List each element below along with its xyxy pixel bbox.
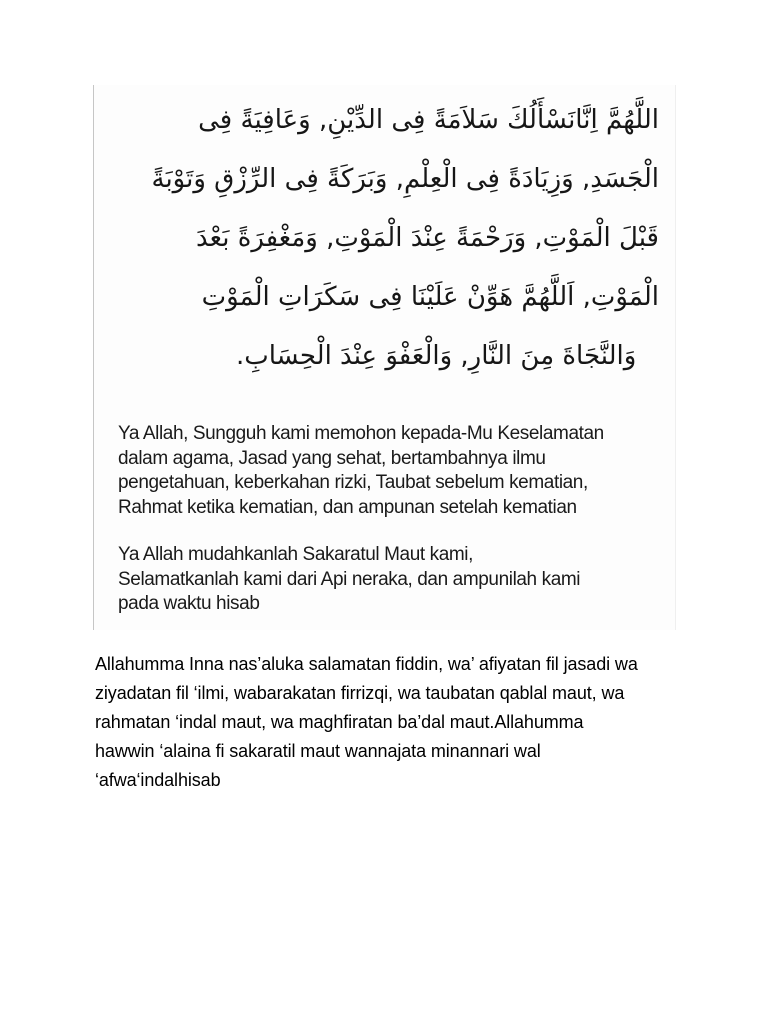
translation-line: dalam agama, Jasad yang sehat, bertambahnya ilmu: [118, 447, 546, 469]
indonesian-translation-paragraph-2: [118, 543, 665, 617]
arabic-line: وَالنَّجَاةَ مِنَ النَّارِ, وَالْعَفْوَ عِنْدَ الْحِسَابِ.: [236, 341, 637, 371]
transliteration-line: rahmatan ‘indal maut, wa maghfiratan ba’dal maut.Allahumma: [95, 712, 584, 732]
arabic-dua-text: [108, 91, 659, 386]
arabic-line: قَبْلَ الْمَوْتِ, وَرَحْمَةً عِنْدَ الْمَوْتِ, وَمَغْفِرَةً بَعْدَ: [196, 223, 659, 253]
transliteration-line: ziyadatan fil ‘ilmi, wabarakatan firrizqi, wa taubatan qablal maut, wa: [95, 683, 625, 703]
arabic-line: الْمَوْتِ, اَللَّهُمَّ هَوِّنْ عَلَيْنَا فِى سَكَرَاتِ الْمَوْتِ: [201, 282, 659, 312]
translation-line: Ya Allah mudahkanlah Sakaratul Maut kami,: [118, 544, 474, 565]
dua-scan-image: [93, 85, 676, 630]
transliteration-line: Allahumma Inna nas’aluka salamatan fiddin, wa’ afiyatan fil jasadi wa: [95, 654, 638, 674]
translation-line: pengetahuan, keberkahan rizki, Taubat sebelum kematian,: [118, 472, 588, 493]
indonesian-translation-paragraph-1: [118, 422, 665, 520]
arabic-line: اللَّهُمَّ اِنَّانَسْأَلُكَ سَلاَمَةً فِى الدِّيْنِ, وَعَافِيَةً فِى: [198, 105, 659, 135]
translation-line: Selamatkanlah kami dari Api neraka, dan ampunilah kami: [118, 568, 581, 590]
translation-line: Ya Allah, Sungguh kami memohon kepada-Mu Keselamatan: [118, 423, 604, 444]
transliteration-line: ‘afwa‘indalhisab: [95, 770, 221, 790]
arabic-line: الْجَسَدِ, وَزِيَادَةً فِى الْعِلْمِ, وَبَرَكَةً فِى الرِّزْقِ وَتَوْبَةً: [151, 164, 659, 194]
translation-line: pada waktu hisab: [118, 593, 260, 614]
transliteration-line: hawwin ‘alaina fi sakaratil maut wannajata minannari wal: [95, 741, 541, 761]
translation-line: Rahmat ketika kematian, dan ampunan setelah kematian: [118, 496, 577, 518]
transliteration-paragraph: [95, 650, 695, 795]
